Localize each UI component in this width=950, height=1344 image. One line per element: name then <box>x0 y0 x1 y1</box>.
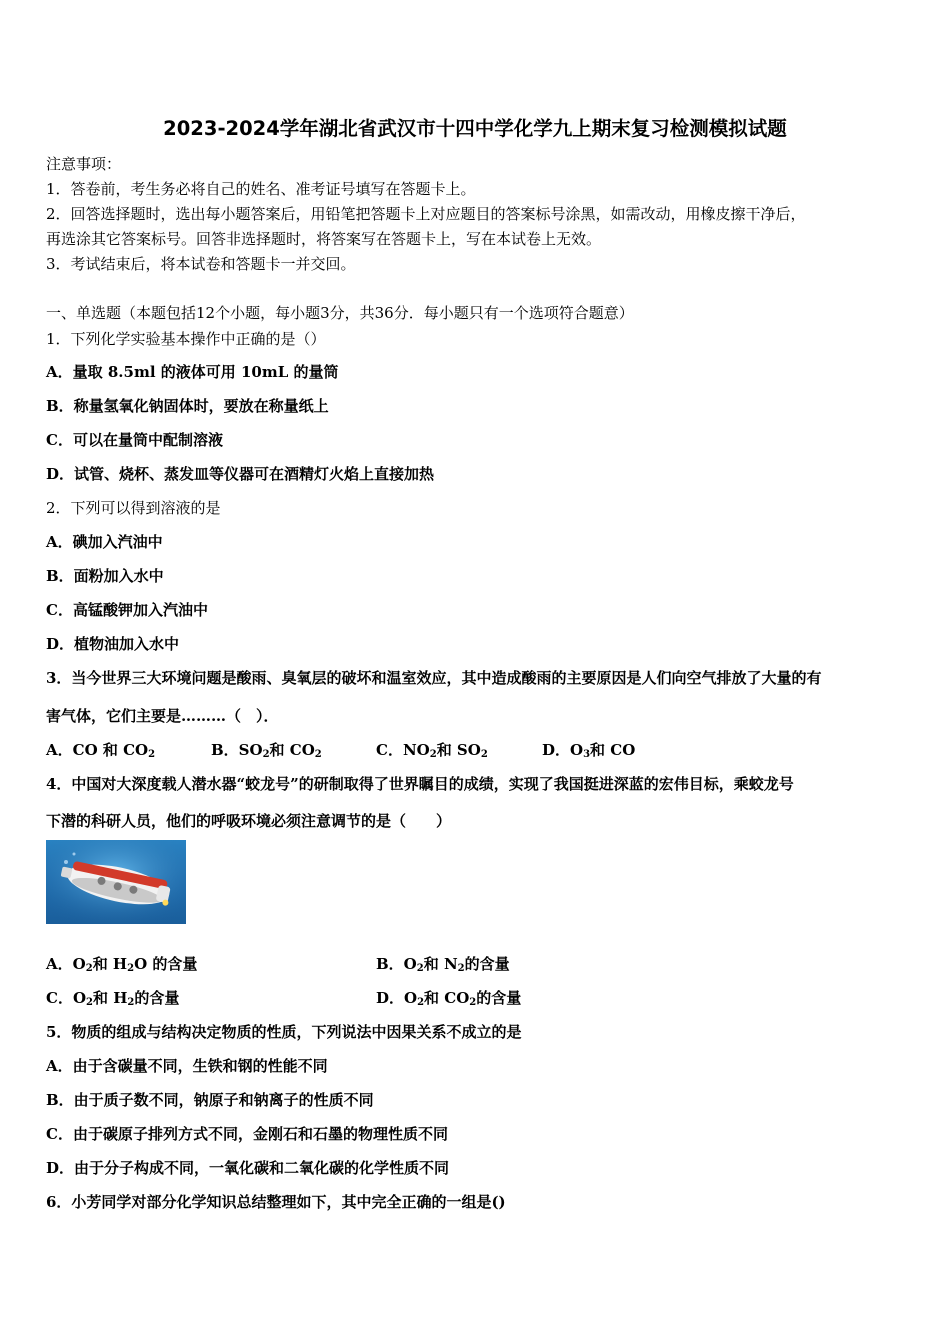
question-3-option-d: D．$O_3$和 CO <box>542 741 636 760</box>
section-heading: 一、单选题（本题包括12个小题，每小题3分，共36分．每小题只有一个选项符合题意） <box>46 304 634 322</box>
question-2-option-c: C．高锰酸钾加入汽油中 <box>46 601 208 619</box>
question-1-stem: 1．下列化学实验基本操作中正确的是（） <box>46 330 326 348</box>
question-4-option-b: B．$O_2$和 $N_2$的含量 <box>376 955 510 974</box>
question-5-option-c: C．由于碳原子排列方式不同，金刚石和石墨的物理性质不同 <box>46 1125 448 1143</box>
question-5-option-d: D．由于分子构成不同，一氧化碳和二氧化碳的化学性质不同 <box>46 1159 450 1177</box>
question-5-option-a: A．由于含碳量不同，生铁和钢的性能不同 <box>46 1057 328 1075</box>
question-2-option-d: D．植物油加入水中 <box>46 635 180 653</box>
question-2-option-a: A．碘加入汽油中 <box>46 533 163 551</box>
question-3-stem-line2: 害气体，它们主要是………（ ）． <box>46 707 279 725</box>
page-title: 2023-2024学年湖北省武汉市十四中学化学九上期末复习检测模拟试题 <box>163 117 787 140</box>
question-3-option-c: C．$NO_2$和 $SO_2$ <box>376 741 488 760</box>
question-3-stem-line1: 3．当今世界三大环境问题是酸雨、臭氧层的破坏和温室效应，其中造成酸雨的主要原因是人们向空气排放了大量的有 <box>46 669 822 687</box>
question-4-stem-line2: 下潜的科研人员，他们的呼吸环境必须注意调节的是（ ） <box>46 812 452 830</box>
question-1-option-b: B．称量氢氧化钠固体时，要放在称量纸上 <box>46 397 329 415</box>
question-3-option-a: A．CO 和 $CO_2$ <box>46 741 156 760</box>
notice-heading: 注意事项： <box>46 155 122 173</box>
notice-item: 1．答卷前，考生务必将自己的姓名、准考证号填写在答题卡上。 <box>46 180 476 198</box>
notice-item: 再选涂其它答案标号。回答非选择题时，将答案写在答题卡上，写在本试卷上无效。 <box>46 230 602 248</box>
question-2-option-b: B．面粉加入水中 <box>46 567 164 585</box>
question-1-option-d: D．试管、烧杯、蒸发皿等仪器可在酒精灯火焰上直接加热 <box>46 465 435 483</box>
question-4-option-d: D．$O_2$和 $CO_2$的含量 <box>376 989 522 1008</box>
question-5-option-b: B．由于质子数不同，钠原子和钠离子的性质不同 <box>46 1091 374 1109</box>
question-1-option-a: A．量取 8.5ml 的液体可用 10mL 的量筒 <box>46 363 339 381</box>
question-4-option-a: A．$O_2$和 $H_2O$ 的含量 <box>46 955 198 974</box>
question-4-stem-line1: 4．中国对大深度载人潜水器“蛟龙号”的研制取得了世界瞩目的成绩，实现了我国挺进深蓝的宏伟目标，乘蛟龙号 <box>46 775 794 793</box>
submarine-illustration <box>46 840 186 924</box>
question-2-stem: 2．下列可以得到溶液的是 <box>46 499 221 517</box>
question-3-option-b: B．$SO_2$和 $CO_2$ <box>211 741 322 760</box>
notice-item: 3．考试结束后，将本试卷和答题卡一并交回。 <box>46 255 356 273</box>
notice-item: 2．回答选择题时，选出每小题答案后，用铅笔把答题卡上对应题目的答案标号涂黑，如需改动，用橡皮擦干净后， <box>46 205 806 223</box>
question-5-stem: 5．物质的组成与结构决定物质的性质，下列说法中因果关系不成立的是 <box>46 1023 522 1041</box>
question-1-option-c: C．可以在量筒中配制溶液 <box>46 431 223 449</box>
question-4-option-c: C．$O_2$和 $H_2$的含量 <box>46 989 180 1008</box>
submarine-image <box>46 840 186 924</box>
question-6-stem: 6．小芳同学对部分化学知识总结整理如下，其中完全正确的一组是() <box>46 1193 506 1211</box>
